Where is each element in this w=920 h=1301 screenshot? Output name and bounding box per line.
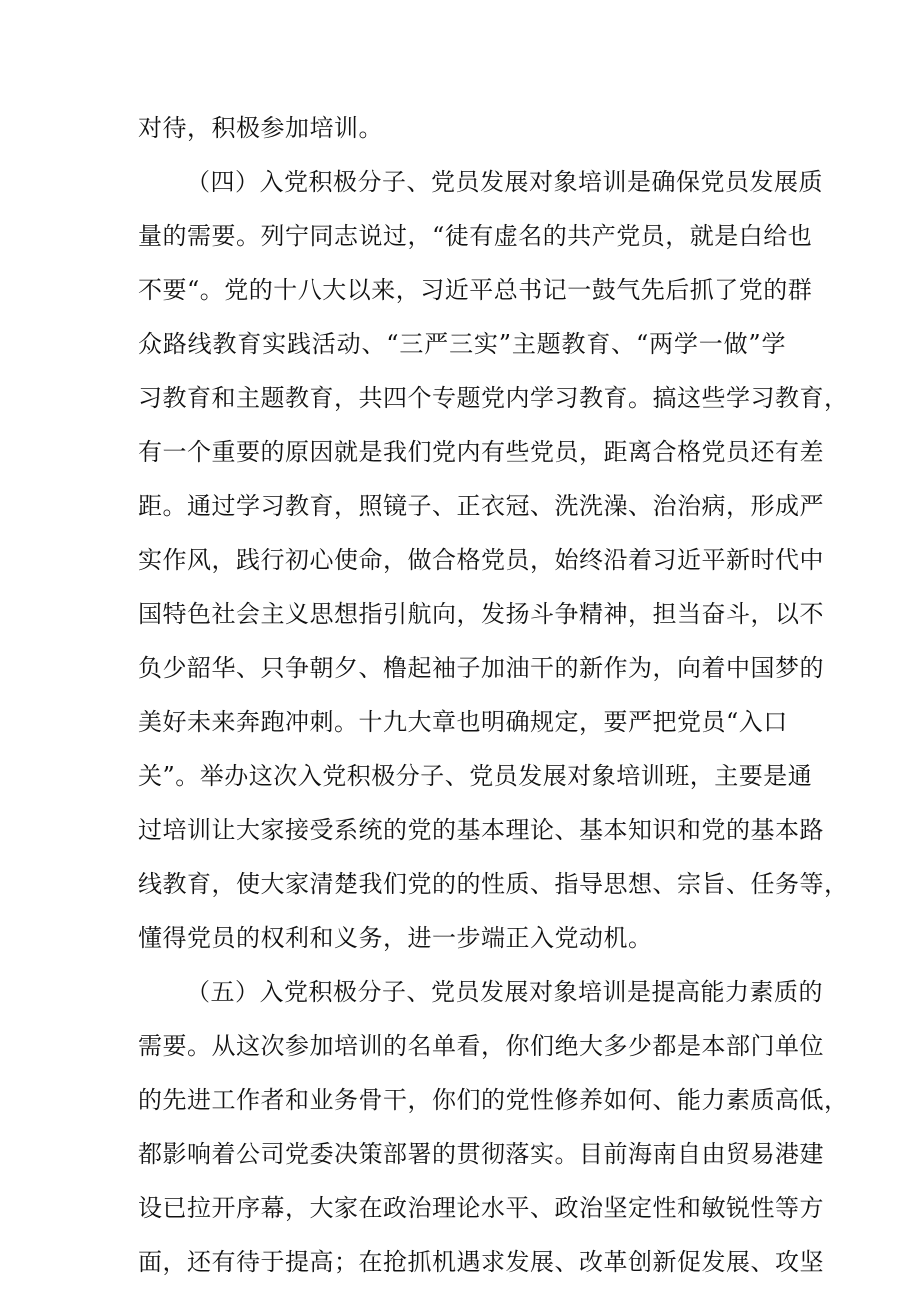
text-line: 量的需要。列宁同志说过，“徒有虚名的共产党员，就是白给也 (138, 222, 813, 250)
text-line: 面，还有待于提高；在抢抓机遇求发展、改革创新促发展、攻坚 (138, 1248, 824, 1276)
text-line: 设已拉开序幕，大家在政治理论水平、政治坚定性和敏锐性等方 (138, 1194, 824, 1222)
paragraph-five-first-line: （五）入党积极分子、党员发展对象培训是提高能力素质的 (186, 978, 823, 1006)
text-line: 需要。从这次参加培训的名单看，你们绝大多少都是本部门单位 (138, 1032, 824, 1060)
text-line: 线教育，使大家清楚我们党的的性质、指导思想、宗旨、任务等， (138, 870, 849, 898)
text-line: 国特色社会主义思想指引航向，发扬斗争精神，担当奋斗，以不 (138, 600, 824, 628)
text-line: 距。通过学习教育，照镜子、正衣冠、洗洗澡、治治病，形成严 (138, 492, 824, 520)
text-line: 懂得党员的权利和义务，进一步端正入党动机。 (138, 924, 653, 952)
paragraph-four-first-line: （四）入党积极分子、党员发展对象培训是确保党员发展质 (186, 168, 823, 196)
text-line: 实作风，践行初心使命，做合格党员，始终沿着习近平新时代中 (138, 546, 824, 574)
text-line: 都影响着公司党委决策部署的贯彻落实。目前海南自由贸易港建 (138, 1140, 824, 1168)
text-line: 不要“。党的十八大以来，习近平总书记一鼓气先后抓了党的群 (138, 276, 813, 304)
text-line: 有一个重要的原因就是我们党内有些党员，距离合格党员还有差 (138, 438, 824, 466)
text-line: 对待，积极参加培训。 (138, 114, 383, 142)
text-line: 习教育和主题教育，共四个专题党内学习教育。搞这些学习教育， (138, 384, 849, 412)
text-line: 美好未来奔跑冲刺。十九大章也明确规定，要严把党员“入口 (138, 708, 788, 736)
text-line: 众路线教育实践活动、“三严三实”主题教育、“两学一做”学 (138, 330, 786, 358)
text-line: 负少韶华、只争朝夕、橹起袖子加油干的新作为，向着中国梦的 (138, 654, 824, 682)
text-line: 的先进工作者和业务骨干，你们的党性修养如何、能力素质高低， (138, 1086, 849, 1114)
text-line: 过培训让大家接受系统的党的基本理论、基本知识和党的基本路 (138, 816, 824, 844)
body-text (138, 101, 849, 1289)
text-line: 关”。举办这次入党积极分子、党员发展对象培训班，主要是通 (138, 762, 813, 790)
